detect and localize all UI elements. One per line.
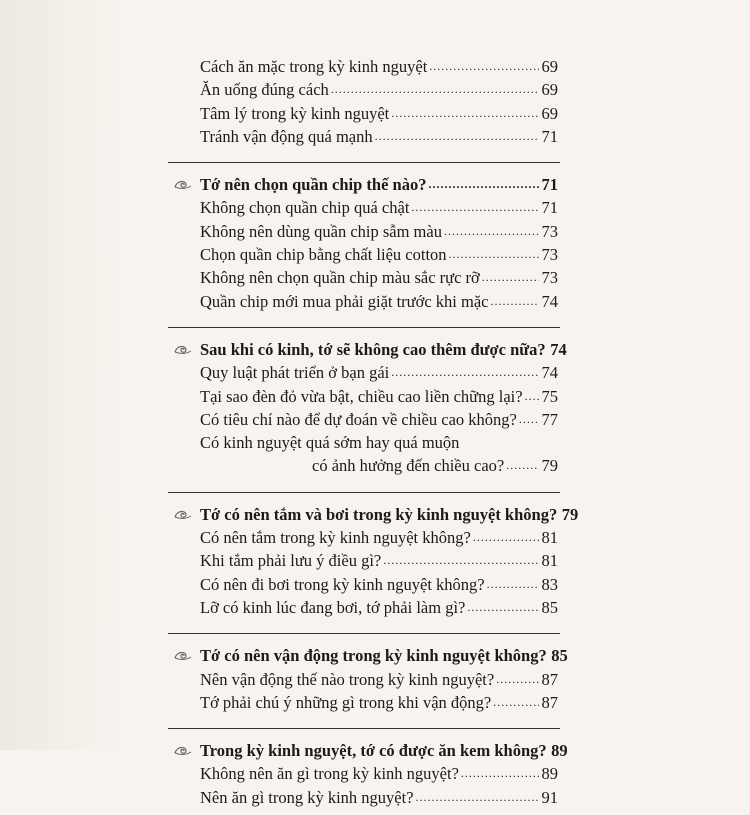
toc-entry-title: Quy luật phát triển ở bạn gái <box>200 363 390 383</box>
toc-entry[interactable] <box>172 526 558 549</box>
toc-page-number: 71 <box>541 126 558 146</box>
toc-page-number: 73 <box>541 221 558 241</box>
toc-entry[interactable] <box>172 691 558 714</box>
swirl-ornament-icon <box>174 342 192 356</box>
leader-dots <box>525 385 539 408</box>
toc-page-number: 75 <box>541 386 558 406</box>
toc-entry-title: Lỡ có kinh lúc đang bơi, tớ phải làm gì? <box>200 597 466 617</box>
toc-section-heading[interactable] <box>172 503 579 526</box>
toc-entry-title: Nên ăn gì trong kỳ kinh nguyệt? <box>200 787 414 807</box>
toc-page-number: 69 <box>541 57 558 76</box>
leader-dots <box>411 196 539 219</box>
toc-section-heading[interactable] <box>172 338 567 361</box>
leader-dots <box>428 173 539 196</box>
toc-entry[interactable] <box>172 762 558 785</box>
toc-entry-title: Không nên ăn gì trong kỳ kinh nguyệt? <box>200 764 459 784</box>
toc-page-number: 77 <box>541 409 558 429</box>
toc-entry[interactable] <box>172 266 558 289</box>
leader-dots <box>429 55 539 78</box>
toc-entry[interactable] <box>172 78 558 101</box>
section-divider <box>168 162 560 163</box>
leader-dots <box>482 266 539 289</box>
toc-entry-title: Tâm lý trong kỳ kinh nguyệt <box>200 103 390 123</box>
leader-dots <box>375 125 539 148</box>
toc-section-heading[interactable] <box>172 739 568 762</box>
toc-page-number: 79 <box>541 456 558 476</box>
toc-entry[interactable] <box>172 290 558 313</box>
toc-entry-title: Tớ nên chọn quần chip thế nào? <box>200 175 427 195</box>
section-divider <box>168 728 560 729</box>
toc-entry[interactable] <box>172 408 558 431</box>
leader-dots <box>519 408 539 431</box>
toc-entry[interactable] <box>172 573 558 596</box>
toc-page-number: 85 <box>541 597 558 617</box>
toc-entry-title: Nên vận động thế nào trong kỳ kinh nguyệt? <box>200 669 495 689</box>
toc-entry[interactable] <box>172 596 558 619</box>
toc-page-number: 73 <box>541 268 558 288</box>
toc-entry-title: Ăn uống đúng cách <box>200 80 329 100</box>
toc-entry-title: Quần chip mới mua phải giặt trước khi mặc <box>200 291 489 311</box>
toc-entry[interactable] <box>172 361 558 384</box>
toc-page-number: 91 <box>541 787 558 807</box>
leader-dots <box>473 526 539 549</box>
toc-entry-title: Không nên chọn quần chip màu sắc rực rỡ <box>200 268 480 288</box>
leader-dots <box>467 596 539 619</box>
toc-entry-title: Chọn quần chip bằng chất liệu cotton <box>200 245 447 265</box>
toc-section <box>172 728 568 815</box>
toc-entry[interactable] <box>172 549 558 572</box>
toc-entry[interactable] <box>172 220 558 243</box>
leader-dots <box>449 243 539 266</box>
leader-dots <box>487 573 539 596</box>
toc-entry[interactable] <box>172 786 558 809</box>
page-shading <box>0 0 120 750</box>
toc-entry-wrapped-line2[interactable] <box>172 454 558 477</box>
toc-entry-title: Trong kỳ kinh nguyệt, tớ có được ăn kem không? <box>200 741 547 761</box>
toc-entry-title: Khi tắm phải lưu ý điều gì? <box>200 551 382 571</box>
toc-section-heading[interactable] <box>172 644 568 667</box>
toc-section <box>172 633 568 720</box>
swirl-ornament-icon <box>174 177 192 191</box>
toc-entry-title: Tớ phải chú ý những gì trong khi vận động? <box>200 692 492 712</box>
toc-page-number: 69 <box>541 103 558 123</box>
toc-page-number: 81 <box>541 528 558 548</box>
leader-dots <box>391 102 539 125</box>
toc-entry-title: Có nên đi bơi trong kỳ kinh nguyệt không? <box>200 574 485 594</box>
toc-entry-title: Không chọn quần chip quá chật <box>200 198 410 218</box>
section-divider <box>168 327 560 328</box>
toc-entry-title: Tại sao đèn đỏ vừa bật, chiều cao liền chững lại? <box>200 386 523 406</box>
swirl-ornament-icon <box>174 507 192 521</box>
toc-entry[interactable] <box>172 102 558 125</box>
toc-entry-wrapped-line1[interactable] <box>172 431 558 454</box>
toc-page-number: 87 <box>541 692 558 712</box>
section-divider <box>168 492 560 493</box>
toc-section <box>172 492 579 625</box>
toc-page-number: 81 <box>541 551 558 571</box>
toc-entry-title: Tránh vận động quá mạnh <box>200 126 373 146</box>
toc-page-number: 89 <box>551 741 568 761</box>
toc-entry[interactable] <box>172 668 558 691</box>
toc-page-number: 73 <box>541 245 558 265</box>
leader-dots <box>493 691 539 714</box>
leader-dots <box>496 668 539 691</box>
toc-page-number: 74 <box>541 291 558 311</box>
toc-section <box>172 162 558 319</box>
toc-entry[interactable] <box>172 196 558 219</box>
toc-entry[interactable] <box>172 125 558 148</box>
toc-page-number: 71 <box>541 198 558 218</box>
toc-page-number: 83 <box>541 574 558 594</box>
toc-entry[interactable] <box>172 385 558 408</box>
leader-dots <box>490 290 539 313</box>
toc-section <box>172 327 567 484</box>
toc-entry-title: Sau khi có kinh, tớ sẽ không cao thêm được nữa? <box>200 339 546 359</box>
toc-page-number: 74 <box>550 339 567 359</box>
toc-section <box>172 55 558 154</box>
swirl-ornament-icon <box>174 743 192 757</box>
toc-page-number: 85 <box>551 646 568 666</box>
toc-entry-title: Không nên dùng quần chip sẫm màu <box>200 221 442 241</box>
swirl-ornament-icon <box>174 648 192 662</box>
table-of-contents <box>172 55 579 815</box>
toc-page-number: 74 <box>541 363 558 383</box>
toc-entry-title: Tớ có nên vận động trong kỳ kinh nguyệt không? <box>200 646 547 666</box>
toc-entry[interactable] <box>172 55 558 78</box>
section-divider <box>168 633 560 634</box>
toc-page-number: 89 <box>541 764 558 784</box>
toc-section-heading[interactable] <box>172 173 558 196</box>
toc-entry[interactable] <box>172 243 558 266</box>
toc-entry-title: Có nên tắm trong kỳ kinh nguyệt không? <box>200 528 471 548</box>
toc-page-number: 69 <box>541 80 558 100</box>
toc-entry-title-continued: có ảnh hưởng đến chiều cao? <box>312 456 505 476</box>
toc-page-number: 71 <box>541 175 558 195</box>
leader-dots <box>416 786 539 809</box>
toc-entry-title: Có kinh nguyệt quá sớm hay quá muộn <box>200 433 460 453</box>
leader-dots <box>331 78 539 101</box>
toc-entry-title: Tớ có nên tắm và bơi trong kỳ kinh nguyệt không? <box>200 504 558 524</box>
leader-dots <box>461 762 539 785</box>
toc-page-number: 87 <box>541 669 558 689</box>
leader-dots <box>383 549 539 572</box>
toc-entry-title: Cách ăn mặc trong kỳ kinh nguyệt <box>200 57 428 76</box>
leader-dots <box>506 454 539 477</box>
toc-page-number: 79 <box>561 504 579 524</box>
toc-entry-title: Có tiêu chí nào để dự đoán về chiều cao không? <box>200 409 517 429</box>
leader-dots <box>391 361 539 384</box>
leader-dots <box>444 220 539 243</box>
